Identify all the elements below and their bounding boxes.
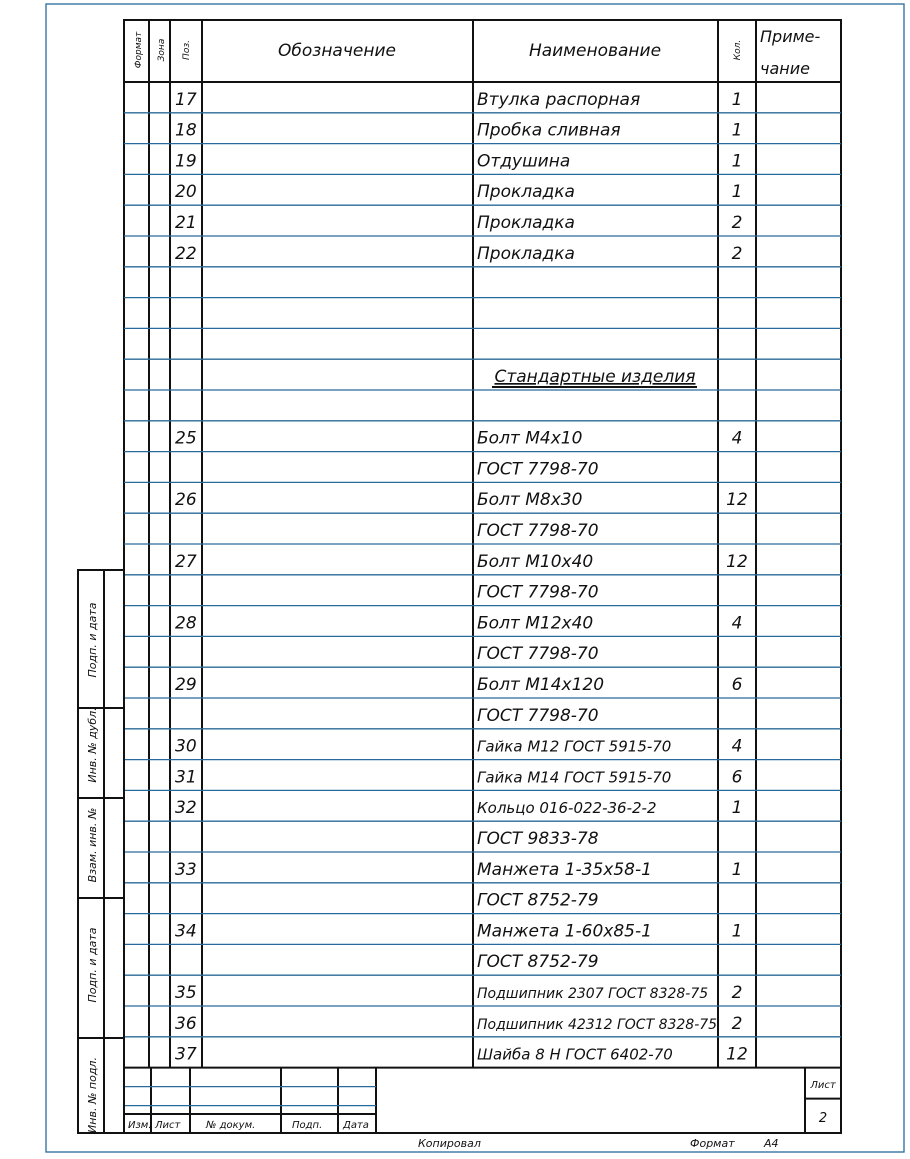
row-qty: 4 [731,613,743,634]
row-pos: 27 [175,551,197,572]
row-qty: 1 [731,182,743,203]
side-label-dup-inv: Инв. № дубл. [86,707,99,783]
side-label-orig-inv: Инв. № подл. [86,1057,99,1133]
tb-label-change: Изм. [128,1120,152,1131]
row-name: Манжета 1-35х58-1 [477,859,652,880]
row-name: ГОСТ 7798-70 [477,582,599,603]
row-pos: 21 [175,213,197,233]
row-name: Отдушина [477,151,571,172]
row-qty: 12 [726,490,748,511]
side-label-replace-inv: Взам. инв. № [86,807,99,883]
side-label-sign-date-2: Подп. и дата [86,927,99,1003]
row-name: ГОСТ 7798-70 [477,644,599,665]
row-qty: 1 [731,89,743,110]
row-name: Подшипник 42312 ГОСТ 8328-75 [477,1016,718,1033]
row-name: Болт М4х10 [477,428,583,449]
row-pos: 29 [175,675,197,695]
row-pos: 33 [175,859,197,880]
row-qty: 2 [731,213,743,233]
row-pos: 19 [175,151,197,172]
header-pos: Поз. [182,40,192,60]
footer-copied: Копировал [418,1137,481,1150]
row-name: ГОСТ 7798-70 [477,521,599,541]
row-qty: 2 [731,243,743,264]
row-pos: 17 [175,89,197,110]
header-note-line1: Приме- [760,27,821,46]
header-zone: Зона [157,38,167,62]
row-name: ГОСТ 8752-79 [477,890,599,911]
row-qty: 4 [731,736,743,757]
row-name: ГОСТ 9833-78 [477,829,599,849]
row-qty: 2 [731,1013,743,1034]
row-qty: 1 [731,120,743,141]
header-designation: Обозначение [278,41,396,61]
row-pos: 30 [175,736,197,757]
row-pos: 22 [175,243,197,264]
row-name: Болт М8х30 [477,490,583,511]
footer-format-label: Формат [690,1137,735,1150]
header-qty: Кол. [733,39,743,61]
row-name: Манжета 1-60х85-1 [477,921,652,942]
row-name: Болт М12х40 [477,613,594,634]
row-pos: 28 [175,613,197,634]
section-heading: Стандартные изделия [494,367,696,387]
row-qty: 6 [731,675,743,695]
tb-label-doc-no: № докум. [206,1120,256,1131]
row-name: Болт М10х40 [477,551,594,572]
header-note-line2: чание [760,59,810,78]
row-pos: 34 [175,921,197,942]
row-qty: 2 [731,983,743,1003]
footer-format-value: А4 [764,1137,779,1150]
tb-label-sheet: Лист [155,1120,181,1131]
side-strip [78,570,124,1133]
row-qty: 12 [726,551,748,572]
header-name: Наименование [528,41,662,61]
header-format: Формат [134,31,144,69]
row-name: Кольцо 016-022-36-2-2 [477,799,657,818]
row-qty: 6 [731,767,743,788]
sheet-edge [46,4,904,1152]
row-name: Шайба 8 Н ГОСТ 6402-70 [477,1045,673,1064]
row-qty: 4 [731,428,743,449]
row-qty: 1 [731,859,743,880]
row-name: Гайка М12 ГОСТ 5915-70 [477,737,672,756]
row-qty: 1 [731,921,743,942]
tb-label-sign: Подп. [292,1120,323,1131]
row-name: Пробка сливная [477,120,621,141]
row-pos: 31 [175,767,197,788]
row-pos: 32 [175,798,197,819]
tb-label-date: Дата [343,1120,369,1131]
row-qty: 12 [726,1044,748,1065]
row-pos: 26 [175,490,197,511]
row-pos: 20 [175,182,197,203]
row-pos: 35 [175,983,197,1003]
row-name: Прокладка [477,182,575,203]
tb-sheet-number: 2 [818,1111,828,1126]
tb-sheet-label: Лист [810,1080,836,1091]
row-name: Втулка распорная [477,89,641,110]
row-name: ГОСТ 7798-70 [477,459,599,480]
row-name: Болт М14х120 [477,675,605,695]
row-name: Прокладка [477,213,575,233]
row-pos: 18 [175,120,197,141]
row-pos: 37 [175,1044,197,1065]
row-name: Подшипник 2307 ГОСТ 8328-75 [477,986,709,1002]
row-name: ГОСТ 8752-79 [477,952,599,973]
row-name: Гайка М14 ГОСТ 5915-70 [477,768,672,787]
row-qty: 1 [731,798,743,819]
row-name: Прокладка [477,243,575,264]
side-label-sign-date-1: Подп. и дата [86,602,99,678]
row-pos: 25 [175,428,197,449]
row-pos: 36 [175,1013,197,1034]
row-qty: 1 [731,151,743,172]
row-name: ГОСТ 7798-70 [477,705,599,726]
